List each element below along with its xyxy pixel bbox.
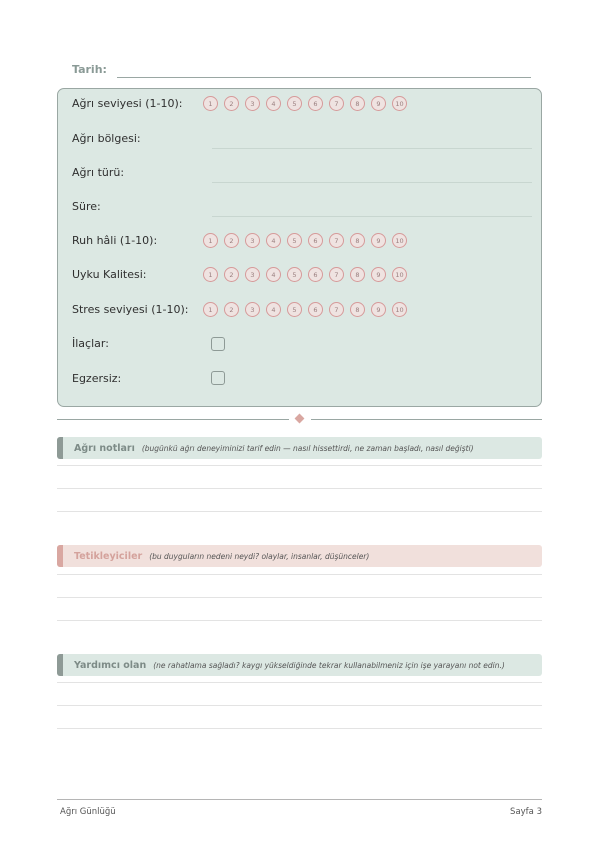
rating-circle-3[interactable]: 3	[245, 96, 260, 111]
writing-line[interactable]	[57, 705, 542, 706]
divider-line-left	[57, 419, 289, 420]
rating-circle-5[interactable]: 5	[287, 267, 302, 282]
writing-line[interactable]	[57, 728, 542, 729]
mood-scale	[203, 233, 407, 248]
stress-level-scale	[203, 302, 407, 317]
rating-circle-2[interactable]: 2	[224, 233, 239, 248]
divider-line-right	[311, 419, 542, 420]
footer-rule	[57, 799, 542, 800]
mood-label: Ruh hâli (1-10):	[72, 234, 158, 247]
divider-diamond-icon	[295, 414, 305, 424]
date-label: Tarih:	[72, 63, 107, 76]
medications-checkbox[interactable]	[211, 337, 225, 351]
section-accent-bar	[57, 654, 63, 676]
rating-circle-4[interactable]: 4	[266, 302, 281, 317]
sleep-quality-label: Uyku Kalitesi:	[72, 268, 147, 281]
section-title: Ağrı notları	[74, 442, 135, 454]
rating-circle-8[interactable]: 8	[350, 267, 365, 282]
writing-line[interactable]	[57, 620, 542, 621]
rating-circle-1[interactable]: 1	[203, 302, 218, 317]
section-title: Yardımcı olan	[74, 659, 147, 671]
rating-circle-8[interactable]: 8	[350, 233, 365, 248]
rating-circle-6[interactable]: 6	[308, 302, 323, 317]
rating-circle-10[interactable]: 10	[392, 302, 407, 317]
rating-circle-10[interactable]: 10	[392, 96, 407, 111]
writing-line[interactable]	[57, 597, 542, 598]
writing-line[interactable]	[57, 488, 542, 489]
rating-circle-4[interactable]: 4	[266, 96, 281, 111]
rating-circle-10[interactable]: 10	[392, 267, 407, 282]
footer-page-number: Sayfa 3	[510, 807, 542, 817]
duration-input-line[interactable]	[212, 216, 532, 217]
writing-line[interactable]	[57, 574, 542, 575]
pain-level-label: Ağrı seviyesi (1-10):	[72, 97, 183, 110]
rating-circle-7[interactable]: 7	[329, 302, 344, 317]
rating-circle-9[interactable]: 9	[371, 302, 386, 317]
section-header-pain-notes	[57, 437, 542, 459]
pain-type-input-line[interactable]	[212, 182, 532, 183]
rating-circle-6[interactable]: 6	[308, 96, 323, 111]
rating-circle-7[interactable]: 7	[329, 96, 344, 111]
rating-circle-5[interactable]: 5	[287, 302, 302, 317]
footer-journal-title: Ağrı Günlüğü	[60, 807, 116, 817]
section-title: Tetikleyiciler	[74, 550, 143, 562]
stress-level-label: Stres seviyesi (1-10):	[72, 303, 189, 316]
rating-circle-8[interactable]: 8	[350, 302, 365, 317]
rating-circle-9[interactable]: 9	[371, 233, 386, 248]
rating-circle-3[interactable]: 3	[245, 302, 260, 317]
rating-circle-8[interactable]: 8	[350, 96, 365, 111]
rating-circle-6[interactable]: 6	[308, 233, 323, 248]
pain-level-scale	[203, 96, 407, 111]
section-header-what-helped	[57, 654, 542, 676]
rating-circle-10[interactable]: 10	[392, 233, 407, 248]
rating-circle-1[interactable]: 1	[203, 267, 218, 282]
pain-type-label: Ağrı türü:	[72, 166, 125, 179]
rating-circle-2[interactable]: 2	[224, 267, 239, 282]
rating-circle-9[interactable]: 9	[371, 267, 386, 282]
rating-circle-1[interactable]: 1	[203, 233, 218, 248]
sleep-quality-scale	[203, 267, 407, 282]
rating-circle-7[interactable]: 7	[329, 267, 344, 282]
writing-line[interactable]	[57, 511, 542, 512]
rating-circle-5[interactable]: 5	[287, 233, 302, 248]
rating-circle-7[interactable]: 7	[329, 233, 344, 248]
medications-label: İlaçlar:	[72, 337, 109, 350]
rating-circle-6[interactable]: 6	[308, 267, 323, 282]
rating-circle-3[interactable]: 3	[245, 267, 260, 282]
rating-circle-4[interactable]: 4	[266, 233, 281, 248]
rating-circle-4[interactable]: 4	[266, 267, 281, 282]
rating-circle-5[interactable]: 5	[287, 96, 302, 111]
section-subtitle: (ne rahatlama sağladı? kaygı yükseldiğinde tekrar kullanabilmeniz için işe yarayanı not edin.)	[153, 660, 505, 670]
section-subtitle: (bugünkü ağrı deneyiminizi tarif edin — nasıl hissettirdi, ne zaman başladı, nasıl değişti)	[141, 443, 474, 453]
section-header-triggers	[57, 545, 542, 567]
writing-line[interactable]	[57, 682, 542, 683]
exercise-label: Egzersiz:	[72, 372, 122, 385]
pain-area-label: Ağrı bölgesi:	[72, 132, 141, 145]
section-accent-bar	[57, 545, 63, 567]
writing-line[interactable]	[57, 465, 542, 466]
rating-circle-3[interactable]: 3	[245, 233, 260, 248]
exercise-checkbox[interactable]	[211, 371, 225, 385]
rating-circle-1[interactable]: 1	[203, 96, 218, 111]
pain-area-input-line[interactable]	[212, 148, 532, 149]
rating-circle-2[interactable]: 2	[224, 302, 239, 317]
section-accent-bar	[57, 437, 63, 459]
rating-circle-2[interactable]: 2	[224, 96, 239, 111]
date-input-line[interactable]	[117, 77, 531, 78]
section-subtitle: (bu duyguların nedeni neydi? olaylar, insanlar, düşünceler)	[149, 551, 370, 561]
duration-label: Süre:	[72, 200, 101, 213]
rating-circle-9[interactable]: 9	[371, 96, 386, 111]
